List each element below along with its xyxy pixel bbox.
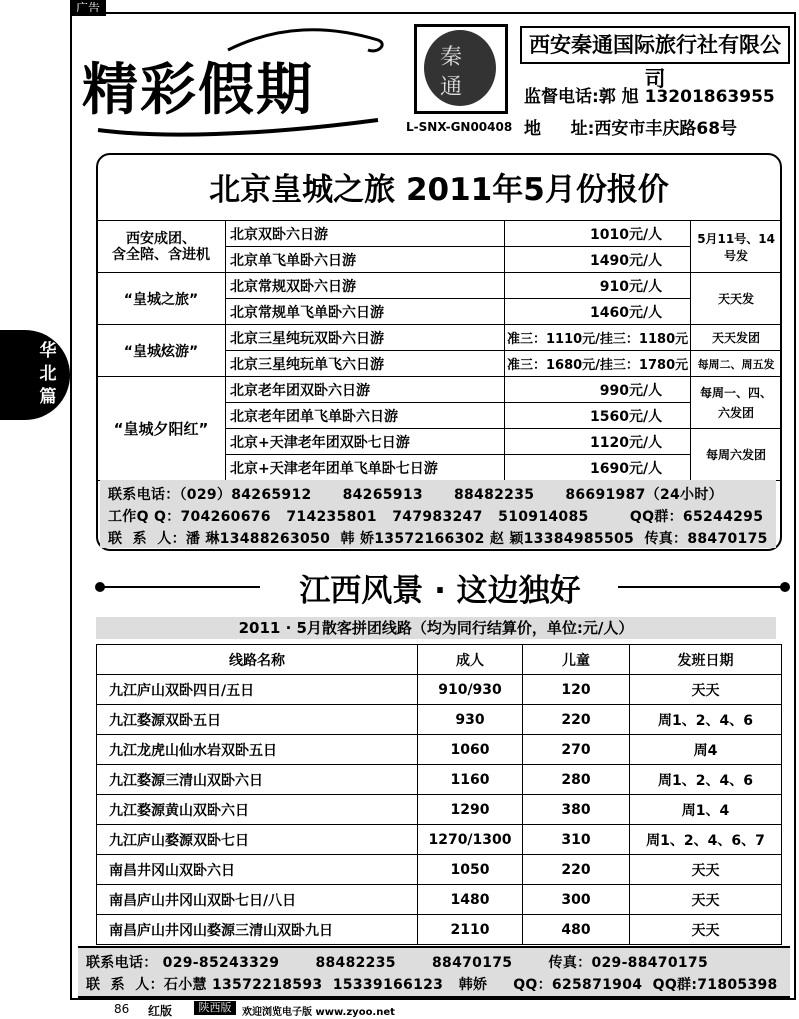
route-name: 北京双卧六日游 <box>226 221 505 247</box>
table-row <box>97 377 782 403</box>
jiangxi-title: 江西风景 · 这边独好 <box>299 573 581 609</box>
table-row <box>97 855 782 885</box>
edition-label: 红版 <box>148 1004 173 1018</box>
route-price: 1010元/人 <box>505 221 691 247</box>
departure-note: 每周二、周五发 <box>691 351 782 377</box>
company-address: 地 址:西安市丰庆路68号 <box>524 119 738 139</box>
table-row <box>97 825 782 855</box>
divider-line <box>100 586 260 588</box>
table-header-row <box>97 645 782 675</box>
adult-price: 1270/1300 <box>418 825 523 855</box>
route-price: 1460元/人 <box>505 299 691 325</box>
child-price: 270 <box>523 735 630 765</box>
col-child: 儿童 <box>523 645 630 675</box>
table-row <box>97 885 782 915</box>
table-row <box>97 765 782 795</box>
child-price: 220 <box>523 855 630 885</box>
adult-price: 930 <box>418 705 523 735</box>
contact-phones: 联系电话：（029）84265912 84265913 88482235 86691987（24小时） <box>108 487 723 503</box>
route-name: 九江龙虎山仙水岩双卧五日 <box>97 735 418 765</box>
route-price: 准三：1110元/挂三：1180元 <box>505 325 691 351</box>
route-name: 北京+天津老年团单飞单卧七日游 <box>226 455 505 481</box>
group-label: “皇城炫游” <box>97 325 226 377</box>
contact-persons: 联 系 人：潘 琳13488263050 韩 娇13572166302 赵 颖13384985505 传真：88470175 <box>108 531 768 547</box>
departure-days: 天天 <box>630 885 782 915</box>
route-name: 北京+天津老年团双卧七日游 <box>226 429 505 455</box>
departure-days: 周4 <box>630 735 782 765</box>
departure-days: 天天 <box>630 915 782 945</box>
license-number: L-SNX-GN00408 <box>406 120 513 134</box>
table-row <box>97 795 782 825</box>
route-name: 北京三星纯玩单飞六日游 <box>226 351 505 377</box>
departure-note: 天天发团 <box>691 325 782 351</box>
departure-days: 天天 <box>630 855 782 885</box>
route-name: 北京常规单飞单卧六日游 <box>226 299 505 325</box>
table-row <box>97 325 782 351</box>
group-label: 西安成团、 含全陪、含进机 <box>97 221 226 273</box>
route-name: 九江婺源三清山双卧六日 <box>97 765 418 795</box>
adult-price: 1160 <box>418 765 523 795</box>
departure-days: 周1、2、4、6 <box>630 705 782 735</box>
jiangxi-route-table <box>96 644 782 945</box>
departure-days: 天天 <box>630 675 782 705</box>
emblem-char: 秦 <box>440 45 463 70</box>
divider-dot-icon <box>780 582 790 592</box>
departure-days: 周1、2、4、6、7 <box>630 825 782 855</box>
child-price: 120 <box>523 675 630 705</box>
table-row <box>97 273 782 299</box>
route-name: 北京常规双卧六日游 <box>226 273 505 299</box>
jiangxi-subtitle: 2011 · 5月散客拼团线路（均为同行结算价，单位:元/人） <box>96 617 776 639</box>
table-row <box>97 705 782 735</box>
route-name: 九江庐山婺源双卧七日 <box>97 825 418 855</box>
group-label: “皇城夕阳红” <box>97 377 226 481</box>
child-price: 310 <box>523 825 630 855</box>
emblem-char: 通 <box>440 75 463 100</box>
beijing-contact-box <box>100 480 776 548</box>
child-price: 480 <box>523 915 630 945</box>
route-name: 九江婺源黄山双卧六日 <box>97 795 418 825</box>
departure-note: 天天发 <box>691 273 782 325</box>
supervision-hotline: 监督电话:郭 旭 13201863955 <box>524 87 775 107</box>
child-price: 380 <box>523 795 630 825</box>
contact-phones: 联系电话： 029-85243329 88482235 88470175 传真：029-88470175 <box>86 955 709 971</box>
table-row <box>97 221 782 247</box>
contact-persons: 联 系 人：石小慧 13572218593 15339166123 韩娇 QQ：625871904 QQ群:71805398 <box>86 977 778 993</box>
jiangxi-contact-box <box>78 946 790 998</box>
adult-price: 1050 <box>418 855 523 885</box>
departure-days: 周1、2、4、6 <box>630 765 782 795</box>
departure-note: 每周六发团 <box>691 429 782 481</box>
route-name: 南昌井冈山双卧六日 <box>97 855 418 885</box>
adult-price: 1290 <box>418 795 523 825</box>
side-tab-label: 华北篇 <box>39 341 57 407</box>
footer-tagline: 欢迎浏览电子版 www.zyoo.net <box>242 1007 395 1018</box>
col-departure: 发班日期 <box>630 645 782 675</box>
adult-price: 910/930 <box>418 675 523 705</box>
col-route: 线路名称 <box>97 645 418 675</box>
route-price: 1560元/人 <box>505 403 691 429</box>
child-price: 280 <box>523 765 630 795</box>
route-name: 北京老年团双卧六日游 <box>226 377 505 403</box>
group-label: “皇城之旅” <box>97 273 226 325</box>
route-price: 1120元/人 <box>505 429 691 455</box>
brand-badge: 陕西版 <box>194 1001 236 1015</box>
route-name: 南昌庐山井冈山双卧七日/八日 <box>97 885 418 915</box>
adult-price: 1060 <box>418 735 523 765</box>
company-name: 西安秦通国际旅行社有限公司 <box>520 26 790 64</box>
table-row <box>97 735 782 765</box>
col-adult: 成人 <box>418 645 523 675</box>
adult-price: 2110 <box>418 915 523 945</box>
page-number: 86 <box>114 1002 130 1016</box>
table-row <box>97 675 782 705</box>
adult-price: 1480 <box>418 885 523 915</box>
route-price: 1490元/人 <box>505 247 691 273</box>
departure-note: 每周一、四、 六发团 <box>691 377 782 429</box>
contact-qq: 工作Q Q：704260676 714235801 747983247 510914085 QQ群：65244295 <box>108 509 764 525</box>
ad-tag: 广告 <box>70 0 106 16</box>
route-name: 北京三星纯玩双卧六日游 <box>226 325 505 351</box>
table-row <box>97 915 782 945</box>
beijing-price-table <box>96 220 782 481</box>
departure-days: 周1、4 <box>630 795 782 825</box>
logo-text: 精彩假期 <box>82 57 314 123</box>
route-name: 九江庐山双卧四日/五日 <box>97 675 418 705</box>
child-price: 300 <box>523 885 630 915</box>
route-name: 北京单飞单卧六日游 <box>226 247 505 273</box>
route-name: 南昌庐山井冈山婺源三清山双卧九日 <box>97 915 418 945</box>
side-tab <box>0 330 70 420</box>
departure-note: 5月11号、14号发 <box>691 221 782 273</box>
route-name: 九江婺源双卧五日 <box>97 705 418 735</box>
route-name: 北京老年团单飞单卧六日游 <box>226 403 505 429</box>
divider-line <box>618 586 786 588</box>
beijing-title: 北京皇城之旅 2011年5月份报价 <box>209 172 669 208</box>
route-price: 990元/人 <box>505 377 691 403</box>
route-price: 准三：1680元/挂三：1780元 <box>505 351 691 377</box>
route-price: 910元/人 <box>505 273 691 299</box>
child-price: 220 <box>523 705 630 735</box>
route-price: 1690元/人 <box>505 455 691 481</box>
